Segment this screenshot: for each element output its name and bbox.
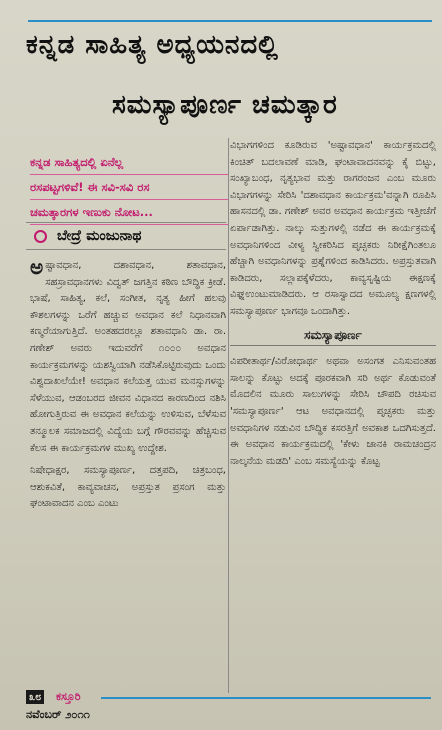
- footer-rule: [101, 697, 431, 699]
- paragraph-text: ಷ್ಟಾವಧಾನ, ದಶಾವಧಾನ, ಶತಾವಧಾನ, ಸಹಸ್ರಾವಧಾನಗಳು ವಿದ್ವತ್ ಜಗತ್ತಿನ ಕಠಿಣ ಬೌದ್ಧಿಕ ಕ್ರೀಡೆ. ಭಾಷೆ, ಸಾಹಿತ್ಯ, ಕಲೆ, ಸಂಗೀತ, ನೃತ್ಯ ಹೀಗೆ ಹಲವು ಕೌಶಲಗಳನ್ನು ಒರೆಗೆ ಹಚ್ಚುವ ಅವಧಾನ ಕಲೆ ನಿಧಾನವಾಗಿ ಕಣ್ಮರೆಯಾಗುತ್ತಿದೆ. ಅಂತಹದರಲ್ಲೂ ಶತಾವಧಾನಿ ಡಾ. ರಾ. ಗಣೇಶ್ ಅವರು ಇದುವರೆಗೆ ೧೦೦೦ ಅವಧಾನ ಕಾರ್ಯಕ್ರಮಗಳನ್ನು ಯಶಸ್ವಿಯಾಗಿ ನಡೆಸಿಕೊಟ್ಟಿರುವುದು ಒಂದು ವಿಶ್ವದಾಖಲೆಯೇ! ಅವಧಾನ ಕಲೆಯತ್ತ ಯುವ ಮನಸ್ಸುಗಳನ್ನು ಸೆಳೆಯುವ, ಆಡಂಬರದ ಜೀವನ ವಿಧಾನದ ಕಾರಣದಿಂದ ನಶಿಸಿ ಹೋಗುತ್ತಿರುವ ಈ ಅವಧಾನ ಕಲೆಯನ್ನು ಉಳಿಸುವ, ಬೆಳೆಸುವ ತನ್ಮೂಲಕ ಸಮಾಜದಲ್ಲಿ ವಿದ್ಯೆಯ ಬಗ್ಗೆ ಗೌರವವನ್ನು ಹೆಚ್ಚಿಸುವ ಕೆಲಸ ಈ ಕಾರ್ಯಕ್ರಮಗಳ ಮುಖ್ಯ ಉದ್ದೇಶ.: [30, 260, 226, 454]
- paragraph: ನಿಷೇಧಾಕ್ಷರ, ಸಮಸ್ಯಾಪೂರ್ಣ, ದತ್ತಪದಿ, ಚಿತ್ರಬಂಧ, ಆಶುಕವಿತೆ, ಕಾವ್ಯವಾಚನ, ಅಪ್ರಸ್ತುತ ಪ್ರಸಂಗ ಮತ್ತು ಘಂಟಾವಾದನ ಎಂಬ ಎಂಟು: [30, 465, 226, 510]
- top-rule: [28, 20, 432, 22]
- paragraph: [30, 258, 226, 457]
- left-column: [30, 258, 226, 686]
- headline-line-2: ಸಮಸ್ಯಾಪೂರ್ಣ ಚಮತ್ಕಾರ: [112, 90, 338, 120]
- headline-line-1: ಕನ್ನಡ ಸಾಹಿತ್ಯ ಅಧ್ಯಯನದಲ್ಲಿ: [26, 30, 279, 60]
- deck-line: ಕನ್ನಡ ಸಾಹಿತ್ಯದಲ್ಲಿ ಏನೆಲ್ಲ: [30, 150, 228, 175]
- deck-text: [30, 150, 228, 225]
- page-footer: [26, 690, 436, 726]
- deck-line: ರಸಪಟ್ಟಗಳಿವೆ! ಈ ಸವಿ-ಸವಿ ರಸ: [30, 175, 228, 200]
- drop-cap: ಅ: [30, 258, 44, 279]
- byline: [26, 222, 226, 250]
- right-column: [230, 138, 436, 698]
- deck-line: ಚಮತ್ಕಾರಗಳ ಇಣುಕು ನೋಟ...: [30, 200, 228, 225]
- issue-date: ನವೆಂಬರ್ ೨೦೧೧: [26, 708, 90, 721]
- column-divider: [228, 138, 229, 693]
- paragraph: ವಿಭಾಗಗಳಿಂದ ಕೂಡಿರುವ 'ಅಷ್ಟಾವಧಾನ' ಕಾರ್ಯಕ್ರಮದಲ್ಲಿ ಕಿಂಚಿತ್ ಬದಲಾವಣೆ ಮಾಡಿ, ಘಂಟಾವಾದನವನ್ನು ಕೈ ಬಿಟ್ಟು, ಸಂಖ್ಯಾಬಂಧ, ನೃತ್ಯಭಾವ ಮತ್ತು ರಾಗರಂಜನ ಎಂಬ ಮೂರು ವಿಭಾಗಗಳನ್ನು ಸೇರಿಸಿ 'ದಶಾವಧಾನ ಕಾರ್ಯಕ್ರಮ'ವನ್ನಾಗಿ ರೂಪಿಸಿ ಹಾಸನದಲ್ಲಿ ಡಾ. ಗಣೇಶ್ ಅವರ ಅವಧಾನ ಕಾರ್ಯಕ್ರಮ ಇತ್ತೀಚೆಗೆ ಏರ್ಪಾಡಾಗಿತ್ತು. ನಾಲ್ಕು ಸುತ್ತುಗಳಲ್ಲಿ ನಡೆದ ಈ ಕಾರ್ಯಕ್ರಮಕ್ಕೆ ಅವಧಾನಿಗಳಿಂದ ವೀಳ್ಯ ಸ್ವೀಕರಿಸಿದ ಪೃಚ್ಛಕರು ನಿರೀಕ್ಷೆಗಿಂತಲೂ ಹೆಚ್ಚಾಗಿ ಅವಧಾನಿಗಳನ್ನು ಪ್ರಶ್ನೆಗಳಿಂದ ಕಾಡಿಸಿದರು. ಅಪ್ರಸ್ತುತವಾಗಿ ಕಾಡಿದರು, ಸಲ್ಲಾಪಕ್ಕೆಳೆದರು, ಕಾವ್ಯಸೃಷ್ಟಿಯ ಈಕ್ಷಣಕ್ಕೆ ವಿಘ್ನಉಂಟುಮಾಡಿದರು. ಆ ರಸಾಸ್ವಾದದ ಅಮೂಲ್ಯ ಕ್ಷಣಗಳಲ್ಲಿ ಸಮಸ್ಯಾಪೂರ್ಣ ಭಾಗವೂ ಒಂದಾಗಿತ್ತು.: [230, 140, 436, 317]
- publication-name: ಕಸ್ತೂರಿ: [56, 690, 81, 703]
- author-name: ಬೇದ್ರೆ ಮಂಜುನಾಥ: [57, 228, 142, 244]
- circle-bullet-icon: [34, 230, 47, 243]
- page-number: ೩೮: [26, 690, 44, 704]
- section-subheading: ಸಮಸ್ಯಾಪೂರ್ಣ: [230, 327, 436, 347]
- paragraph: ವಿಪರೀತಾರ್ಥ/ವಿರೋಧಾರ್ಥ ಅಥವಾ ಅಸಂಗತ ಎನಿಸುವಂತಹ ಸಾಲನ್ನು ಕೊಟ್ಟು ಅದಕ್ಕೆ ಪೂರಕವಾಗಿ ಸರಿ ಅರ್ಥ ಕೊಡುವಂತೆ ಮೊದಲಿನ ಮೂರು ಸಾಲುಗಳನ್ನು ಸೇರಿಸಿ ಚೌಪದಿ ರಚಿಸುವ 'ಸಮಸ್ಯಾಪೂರ್ಣ' ಆಟ ಅವಧಾನದಲ್ಲಿ ಪೃಚ್ಛಕರು ಮತ್ತು ಅವಧಾನಿಗಳ ನಡುವಿನ ಬೌದ್ಧಿಕ ಕಸರತ್ತಿಗೆ ಅವಕಾಶ ಒದಗಿಸುತ್ತದೆ. ಈ ಅವಧಾನ ಕಾರ್ಯಕ್ರಮದಲ್ಲಿ 'ಕೇಳು ಜಾನಕಿ ರಾಮಚಂದ್ರನ ನಾಲ್ಕನೆಯ ಮಡದಿ' ಎಂಬ ಸಮಸ್ಯೆಯನ್ನು ಕೊಟ್ಟ: [230, 356, 436, 467]
